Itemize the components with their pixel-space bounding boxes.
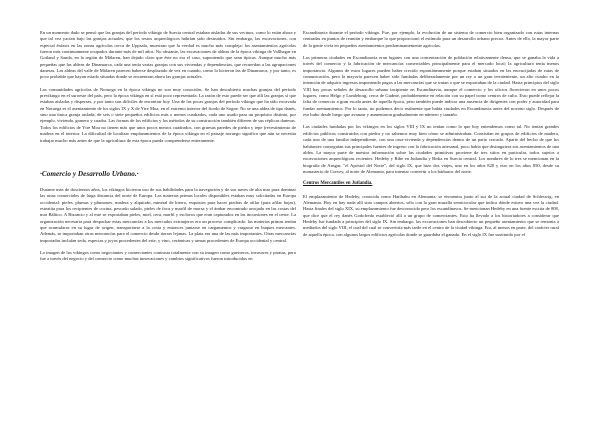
paragraph: Durante más de doscientos años, los vikingos hicieron uso de sus habilidades para la navegación y de sus naves de alta mar para dominar las rutas comerciales de larga distancia del norte de Europa. Las materias primas locales disponibles estaban muy solicitadas en Europa occidental: pieles, plumas y plumones, madera y alquitrán, mineral de hierro, esquistos para hacer piedras de afilar (para afilar hojas), esteatita para los recipientes de cocina, pescado salado, pieles de foca y marfil de morsa y el ámbar encontrado arrojado en las costas del mar Báltico. A Bizancio y al este se exportaban pieles, miel, cera, marfil y esclavos que eran capturados en las incursiones en el oeste. La organización necesaria para despachar estas mercancías a los mercados extranjeros era un proceso complicado: las materias primas tenían que acumularse en su lugar de origen, transportarse a la costa y entonces juntarse en cargamentos y cargarse en buques mercantes. Además, se importaban otras mercancías para el comercio desde tierras lejanas. La plata era una de las más importantes. Otras mercancías importadas incluían seda, especias y joyas procedentes del este, y vino, cerámicas y armas procedentes de Europa occidental y central. [40,186,296,243]
paragraph: Escandinavia durante el período vikingo. Fue, por ejemplo, la evolución de un sistema de comercio bien organizado con rutas internas centradas en puntos de reunión y embarque lo que proporcionó el estímulo para un desarrollo urbano precoz. Antes de ello, la mayor parte de la gente vivía en pequeños asentamientos predominantemente agrícolas. [303,30,559,48]
section-heading: ·Comercio y Desarrollo Urbano.· [40,169,139,178]
paragraph: Las primeras ciudades en Escandinavia eran lugares con una concentración de población relativamente densa, que se ganaba la vida a través del comercio y la fabricación de mercancías comerciables principalmente para el mercado local; la agricultura tenía menos importancia. Algunos de estos lugares pueden haber crecido espontáneamente porque estaban situados en las encrucijadas de rutas de comunicación, pero la mayoría parecen haber sido fundadas deliberadamente por un rey o un gran terrateniente, un alto cuadro en la intención de adquirir ingresos imponiendo pagos a las mercancías que se tratan o que se exportaban de la ciudad. Hasta principios del siglo VIII hay pocas señales de desarrollo urbano incipiente en Escandinavia, aunque el comercio y los oficios florecieron en unos pocos lugares, como Helgo y Lundeborg, cerca de Gudme, probablemente en relación con su papel como centros de culto. Esto puede reflejar la falta de comercio a gran escala antes de aquella época, pero también puede indicar una ausencia de dirigentes con poder y autoridad para fundar asentamientos. Por lo tanto, no podemos decir realmente que había ciudades en Escandinavia antes del noveno siglo. Después de eso hubo desde luego que avanzar y aumentaron gradualmente en número y tamaño. [303,55,559,118]
paragraph: Las ciudades fundadas por los vikingos en los siglos VIII y IX no tenían como lo que hoy entendemos como tal. No tenían grandes edificios públicos construidos con piedra y no sabemos muy bien cómo se administraban. Consistían en grupos de edificios de madera, cada uno de una familia independiente, con una casa-vivienda y dependencias dentro de un patio cercado. Aparte del hecho de que los habitantes conseguían sus principales fuentes de ingreso con la fabricación artesanal, poco había que distinguiera sus asentamientos de una aldea. La mayor parte de nuestra información sobre las ciudades primitivas proviene de tres sitios en particular, todos sujetos a excavaciones arqueológicas recientes: Hedeby y Ribe en Jutlandia y Birka en Suecia central. Los nombres de lo tres se mencionan en la biografía de Ansgar, "el Apóstol del Norte", del siglo IX, que hizo dos viajes, uno en los años 820 y otro en los años 850, desde su monasterio de Corvey, al norte de Alemania, para intentar convertir a los bárbaros del norte. [303,124,559,174]
subsection-heading: Centros Mercantiles en Jutlandia. [303,181,373,187]
right-column [303,30,559,244]
paragraph: En un momento dado se pensó que las granjas del período vikingo de Suecia central estaban aisladas de sus vecinos, como lo están ahora y que tal vez yacían bajo las granjas actuales, que los restos arqueológicos habrían sido destruidos. Sin embargo, las excavaciones, con especial énfasis en las zonas agrícolas cerca de Uppsala, muestran que la verdad es mucho más compleja: los asentamientos agrícolas fueron más continuamente ocupados durante más de mil años. No obstante, las excavaciones de aldeas de la época vikinga de Vallhagar en Gotland y Sanda, en la región de Mälaren, han dejado claro que éste no era el caso, suponiendo que sean típicas. Aunque mucho más pequeñas que las aldeas de Dinamarca, cada una tenía varias granjas con sus viviendas y dependencias, que recuerdan a las agrupaciones danesas. Las aldeas del valle de Mälaren parecen haberse desplazado de vez en cuando, como lo hicieron las de Dinamarca, y por tanto, es poco probable que hayan estado situadas donde se encuentran ahora las granjas actuales. [40,30,296,80]
paragraph: El emplazamiento de Hedeby, conocida como Haithabu en Alemania, se encuentra junto al sur de la actual ciudad de Schleswig, en Alemania. Hoy en hay nada allí sino campos abiertos, sólo con la gran muralla semicircular que indica dónde estuvo una vez la ciudad. Hasta finales del siglo XIX, su emplazamiento fue desconocido pero los escandinavos. Se mencionan Hedeby en una fuente escrita de 808, que dice que el rey danés Godofredo estableció allí a un grupo de comerciantes. Esto ha llevado a los historiadores a considerar que Hedeby fue fundada a principios del siglo IX. Sin embargo, las excavaciones han descubierto un pequeño asentamiento que se remonta a mediados del siglo VIII, el cual del cual se convertiría más tarde en el centro de la ciudad vikinga. Era, al menos en parte, del carácter rural de aquella época, con algunos largos edificios agrícolas donde se guardaba el ganado. En el siglo IX fue sustituido por el [303,193,559,237]
left-column [40,30,296,269]
spacer [40,150,296,160]
paragraph: La imagen de los vikingos como negociantes y comerciantes contrasta totalmente con su imagen como guerreros, invasores y piratas, pero fue a través del negocio y del comercio como muchas innovaciones y cambios significativos fueron introducidos en [40,249,296,262]
paragraph: Las comunidades agrícolas de Noruega en la época vikinga no son muy conocidas. Se han descubierto muchas granjas del período previkingo en el suroeste del país, pero la época vikinga en sí está poco representada. La razón de esto puede ser que allí las granjas sí que estaban aisladas y dispersas, y por tanto son difíciles de encontrar hoy. Una de las pocas granjas del período vikingo que ha sido excavada en Noruega es el asentamiento de los siglos IX y X de Ytre Moa, en el extremo interior del fiordo de Sogne. No se una aldea de tipo danés, sino una única granja aislada, de seis o siete pequeños edificios más o menos cuadrados, cada uno usado para un propósito distinto, por ejemplo, vivienda, granero y cuadra. Las formas de los edificios y los métodos de su construcción también difieren de sus réplicas danesas. Todos los edificios de Ytre Moa no tienen más que unos pocos metros cuadrados, con gruesas paredes de piedra y tepe (revestimiento de madera en el interior. La dificultad de localizar emplazamientos de la época vikinga en el paisaje noruego significa que aún se necesita trabajar mucho más antes de que la agricultura de esta época pueda comprenderse enteramente. [40,86,296,143]
